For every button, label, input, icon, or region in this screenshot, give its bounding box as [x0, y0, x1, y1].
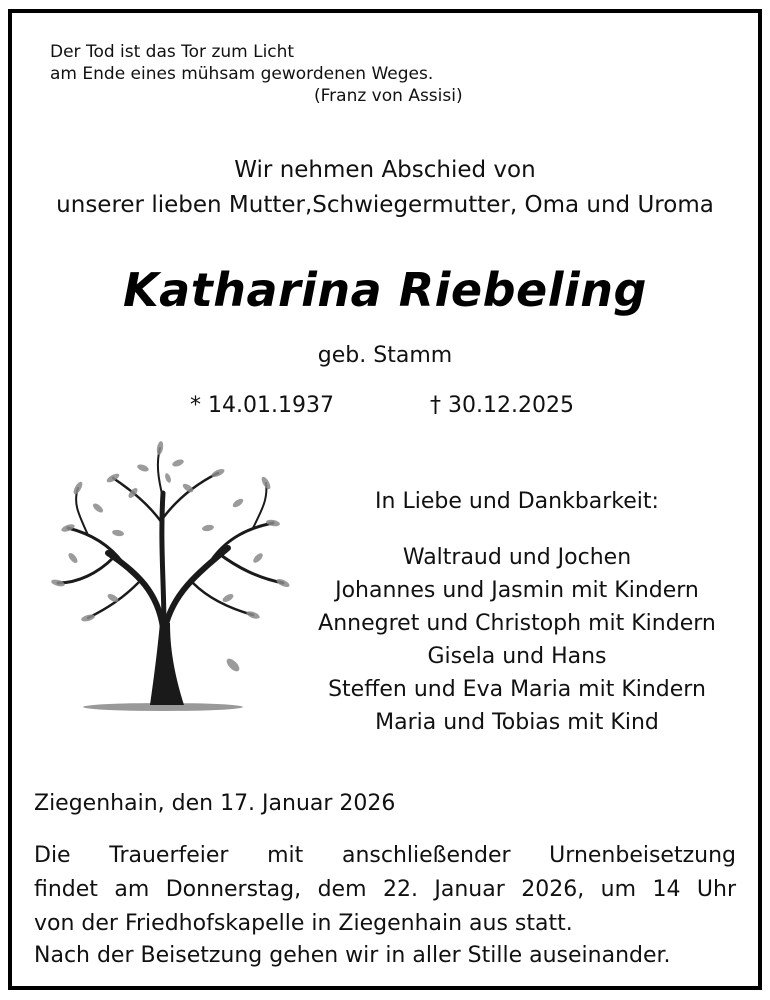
funeral-info-line-2: findet am Donnerstag, dem 22. Januar 2026, um 14 Uhr — [34, 877, 736, 902]
funeral-info — [34, 839, 736, 941]
mourner-name: Johannes und Jasmin mit Kindern — [335, 578, 699, 603]
closing-note: Nach der Beisetzung gehen wir in aller Stille auseinander. — [34, 943, 671, 968]
farewell-text — [12, 153, 758, 223]
mourner-name: Waltraud und Jochen — [402, 545, 632, 570]
farewell-line-1: Wir nehmen Abschied von — [234, 157, 536, 183]
mourner-name: Annegret und Christoph mit Kindern — [318, 611, 716, 636]
deceased-name: Katharina Riebeling — [123, 263, 647, 317]
quote-author: (Franz von Assisi) — [314, 86, 463, 106]
quote-line-1: Der Tod ist das Tor zum Licht — [50, 42, 295, 62]
tree-illustration-icon — [28, 433, 298, 723]
birth-date: * 14.01.1937 — [190, 393, 334, 418]
funeral-info-line-3: von der Friedhofskapelle in Ziegenhain aus statt. — [34, 911, 573, 936]
mourners-heading: In Liebe und Dankbarkeit: — [375, 489, 659, 514]
maiden-name: geb. Stamm — [317, 343, 453, 368]
quote-line-2: am Ende eines mühsam gewordenen Weges. — [50, 64, 434, 84]
mourner-name: Gisela und Hans — [427, 644, 607, 669]
mourners-list — [282, 541, 752, 739]
funeral-info-line-1: Die Trauerfeier mit anschließender Urnenbeisetzung — [34, 843, 736, 868]
mourner-name: Maria und Tobias mit Kind — [375, 710, 659, 735]
death-date: † 30.12.2025 — [430, 393, 574, 418]
mourner-name: Steffen und Eva Maria mit Kindern — [328, 677, 706, 702]
farewell-line-2: unserer lieben Mutter,Schwiegermutter, Oma und Uroma — [56, 192, 714, 218]
obituary-notice — [8, 9, 762, 990]
place-and-date: Ziegenhain, den 17. Januar 2026 — [34, 791, 396, 816]
epigraph-quote — [50, 41, 463, 107]
